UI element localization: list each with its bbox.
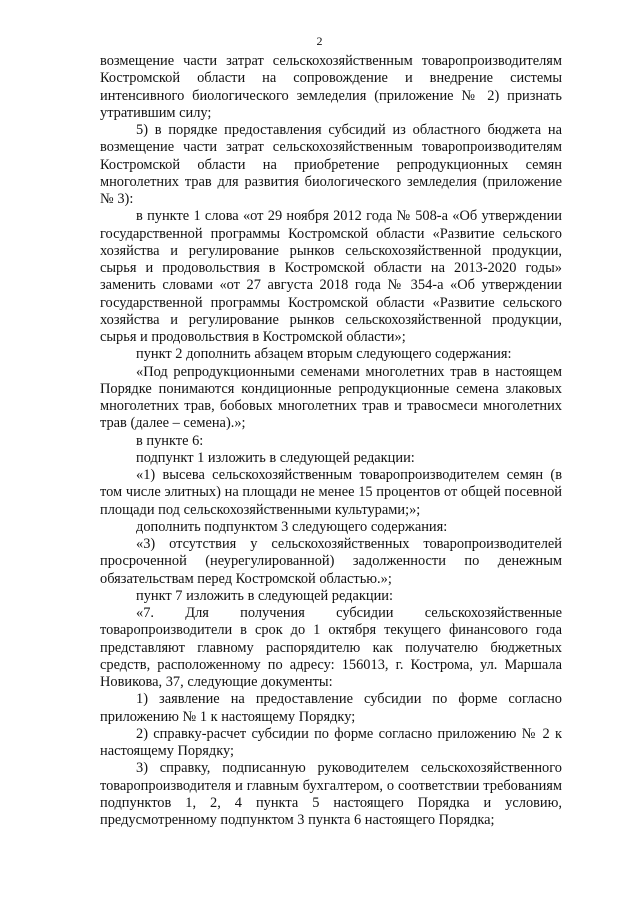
paragraph-9: дополнить подпунктом 3 следующего содержания: — [136, 518, 448, 535]
paragraph-4: пункт 2 дополнить абзацем вторым следующего содержания: — [136, 346, 512, 363]
paragraph-2: 5) в порядке предоставления субсидий из областного бюджета на возмещение части затрат сельскохозяйственным товаропроизводителям Костромской области на приобретение репродукционных семян многолетних трав для развития биологического земледелия (приложение № 3): — [100, 122, 562, 207]
paragraph-1: возмещение части затрат сельскохозяйственным товаропроизводителям Костромской области на сопровождение и внедрение системы интенсивного биологического земледелия (приложение № 2) признать утратившим силу; — [100, 53, 562, 121]
paragraph-12: «7. Для получения субсидии сельскохозяйственные товаропроизводители в срок до 1 октября текущего финансового года представляют главному распорядителю как получателю бюджетных средств, расположенному по адресу: 156013, г. Кострома, ул. Маршала Новикова, 37, следующие документы: — [100, 605, 562, 690]
paragraph-13: 1) заявление на предоставление субсидии по форме согласно приложению № 1 к настоящему Порядку; — [100, 691, 562, 725]
paragraph-15: 3) справку, подписанную руководителем сельскохозяйственного товаропроизводителя и главным бухгалтером, о соответствии требованиям подпунктов 1, 2, 4 пункта 5 настоящего Порядка и условию, предусмотренному подпунктом 3 пункта 6 настоящего Порядка; — [100, 760, 562, 828]
page-number: 2 — [316, 34, 323, 48]
paragraph-10: «3) отсутствия у сельскохозяйственных товаропроизводителей просроченной (неурегулированной) задолженности по денежным обязательствам перед Костромской областью.»; — [100, 536, 562, 587]
paragraph-6: в пункте 6: — [136, 432, 204, 449]
paragraph-8: «1) высева сельскохозяйственным товаропроизводителем семян (в том числе элитных) на площади не менее 15 процентов от общей посевной площади под сельскохозяйственными культурами;»; — [100, 467, 562, 518]
paragraph-5: «Под репродукционными семенами многолетних трав в настоящем Порядке понимаются кондиционные репродукционные семена злаковых многолетних трав, бобовых многолетних трав и травосмеси многолетних трав (далее – семена).»; — [100, 363, 562, 432]
document-body — [100, 53, 562, 829]
paragraph-3: в пункте 1 слова «от 29 ноября 2012 года № 508-а «Об утверждении государственной программы Костромской области «Развитие сельского хозяйства и регулирование рынков сельскохозяйственной продукции, сырья и продовольствия в Костромской области на 2013-2020 годы» заменить словами «от 27 августа 2018 года № 354-а «Об утверждении государственной программы Костромской области «Развитие сельского хозяйства и регулирование рынков сельскохозяйственной продукции, сырья и продовольствия в Костромской области»; — [100, 208, 562, 345]
paragraph-11: пункт 7 изложить в следующей редакции: — [136, 587, 393, 604]
paragraph-7: подпункт 1 изложить в следующей редакции: — [136, 449, 415, 466]
paragraph-14: 2) справку-расчет субсидии по форме согласно приложению № 2 к настоящему Порядку; — [100, 725, 562, 759]
